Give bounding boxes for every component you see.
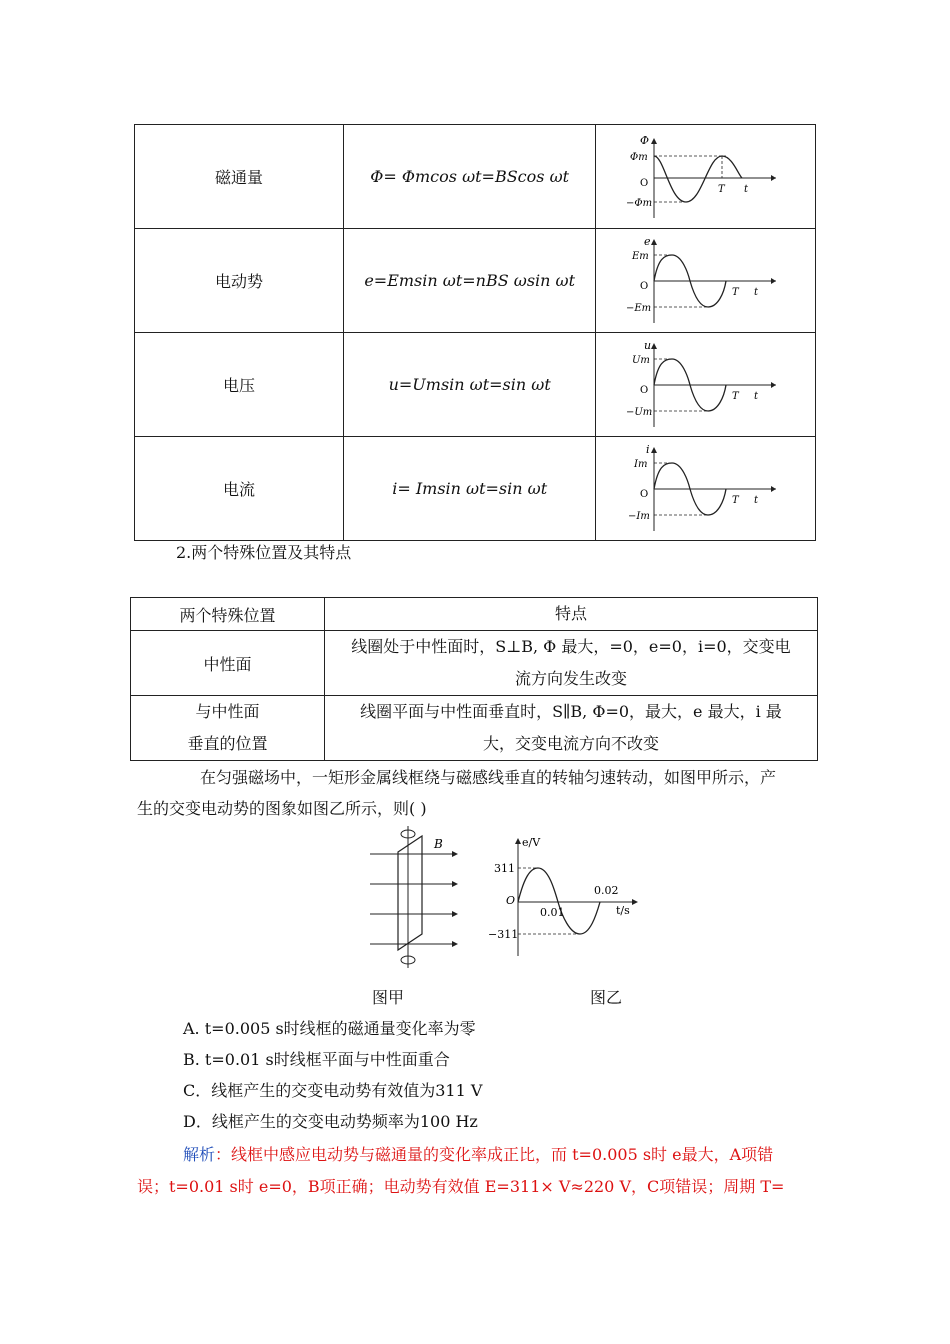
graph-x-label: t xyxy=(743,183,748,195)
graph-x-label: t xyxy=(753,286,758,298)
graph-y-label: u xyxy=(643,338,651,352)
y-min-label: −311 xyxy=(488,928,519,941)
graph-max-label: Φm xyxy=(629,151,648,163)
row-formula: Φ= Φmcos ωt=BScos ωt xyxy=(344,125,596,229)
feature-line: 线圈处于中性面时，S⊥B, Φ 最大，=0，e=0，i=0，交变电 xyxy=(351,637,791,656)
y-axis-label: e/V xyxy=(522,836,541,849)
field-label: B xyxy=(434,837,443,851)
fig-a-caption: 图甲 xyxy=(372,988,405,1007)
graph-min-label: −Um xyxy=(625,406,652,418)
row-name: 电压 xyxy=(135,333,344,437)
flux-graph xyxy=(596,125,816,229)
origin-label: O xyxy=(506,894,516,907)
table-row xyxy=(131,696,818,761)
special-positions-table xyxy=(130,597,818,761)
current-graph xyxy=(596,437,816,541)
emf-time-graph xyxy=(486,832,646,960)
graph-x-label: t xyxy=(753,494,758,506)
option-b: B. t=0.01 s时线框平面与中性面重合 xyxy=(183,1050,450,1069)
feature-line: 大，交变电流方向不改变 xyxy=(482,734,659,753)
graph-y-label: i xyxy=(645,442,650,456)
graph-y-label: Φ xyxy=(639,133,649,147)
header-feature: 特点 xyxy=(324,598,817,631)
option-c: C．线框产生的交变电动势有效值为311 V xyxy=(183,1081,483,1100)
row-name: 磁通量 xyxy=(135,125,344,229)
position-feature xyxy=(324,631,817,696)
question-line-1: 在匀强磁场中，一矩形金属线框绕与磁感线垂直的转轴匀速转动，如图甲所示，产 xyxy=(200,768,777,787)
analysis-label: 解析 xyxy=(183,1145,216,1164)
formula-table xyxy=(134,124,816,541)
position-line: 与中性面 xyxy=(195,702,260,721)
position-name xyxy=(131,696,325,761)
fig-b-caption: 图乙 xyxy=(590,988,623,1007)
graph-origin: O xyxy=(639,280,648,292)
graph-min-label: −Im xyxy=(627,510,650,522)
header-position: 两个特殊位置 xyxy=(131,598,325,631)
graph-y-label: e xyxy=(643,234,651,248)
y-max-label: 311 xyxy=(494,862,515,875)
option-d: D．线框产生的交变电动势频率为100 Hz xyxy=(183,1112,478,1131)
period-label: 0.02 xyxy=(594,884,619,897)
table-row xyxy=(131,631,818,696)
emf-graph xyxy=(596,229,816,333)
row-formula: i= Imsin ωt=sin ωt xyxy=(344,437,596,541)
position-feature xyxy=(324,696,817,761)
table-row xyxy=(135,229,816,333)
position-line: 垂直的位置 xyxy=(187,734,268,753)
table-header-row xyxy=(131,598,818,631)
graph-period-label: T xyxy=(731,286,739,298)
option-a: A. t=0.005 s时线框的磁通量变化率为零 xyxy=(183,1019,476,1038)
feature-line: 流方向发生改变 xyxy=(514,669,627,688)
graph-origin: O xyxy=(639,384,648,396)
graph-origin: O xyxy=(639,488,648,500)
x-axis-label: t/s xyxy=(616,904,630,917)
half-period-label: 0.01 xyxy=(540,906,565,919)
graph-max-label: Em xyxy=(631,250,649,262)
row-name: 电动势 xyxy=(135,229,344,333)
coil-figure xyxy=(360,822,470,972)
analysis-line-2: 误；t=0.01 s时 e=0，B项正确；电动势有效值 E=311× V≈220 V，C项错误；周期 T= xyxy=(137,1177,785,1196)
voltage-graph xyxy=(596,333,816,437)
graph-x-label: t xyxy=(753,390,758,402)
row-formula: u=Umsin ωt=sin ωt xyxy=(344,333,596,437)
sine-graph xyxy=(626,235,786,327)
section-title: 2.两个特殊位置及其特点 xyxy=(176,543,352,562)
table-row xyxy=(135,437,816,541)
graph-max-label: Um xyxy=(631,354,650,366)
graph-period-label: T xyxy=(717,183,725,195)
sine-graph xyxy=(626,443,786,535)
table-row xyxy=(135,333,816,437)
graph-min-label: −Em xyxy=(625,302,651,314)
graph-period-label: T xyxy=(731,390,739,402)
feature-line: 线圈平面与中性面垂直时，S∥B, Φ=0，最大，e 最大，i 最 xyxy=(360,702,782,721)
graph-min-label: −Φm xyxy=(625,197,652,209)
sine-graph xyxy=(626,339,786,431)
table-row xyxy=(135,125,816,229)
row-name: 电流 xyxy=(135,437,344,541)
row-formula: e=Emsin ωt=nBS ωsin ωt xyxy=(344,229,596,333)
question-line-2: 生的交变电动势的图象如图乙所示，则( ) xyxy=(137,799,427,818)
graph-max-label: Im xyxy=(633,458,648,470)
cosine-graph xyxy=(626,134,786,220)
analysis-text: ：线框中感应电动势与磁通量的变化率成正比，而 t=0.005 s时 e最大，A项错 xyxy=(215,1145,774,1164)
position-name: 中性面 xyxy=(131,631,325,696)
analysis-line-1 xyxy=(183,1142,773,1165)
graph-origin: O xyxy=(639,177,648,189)
graph-period-label: T xyxy=(731,494,739,506)
